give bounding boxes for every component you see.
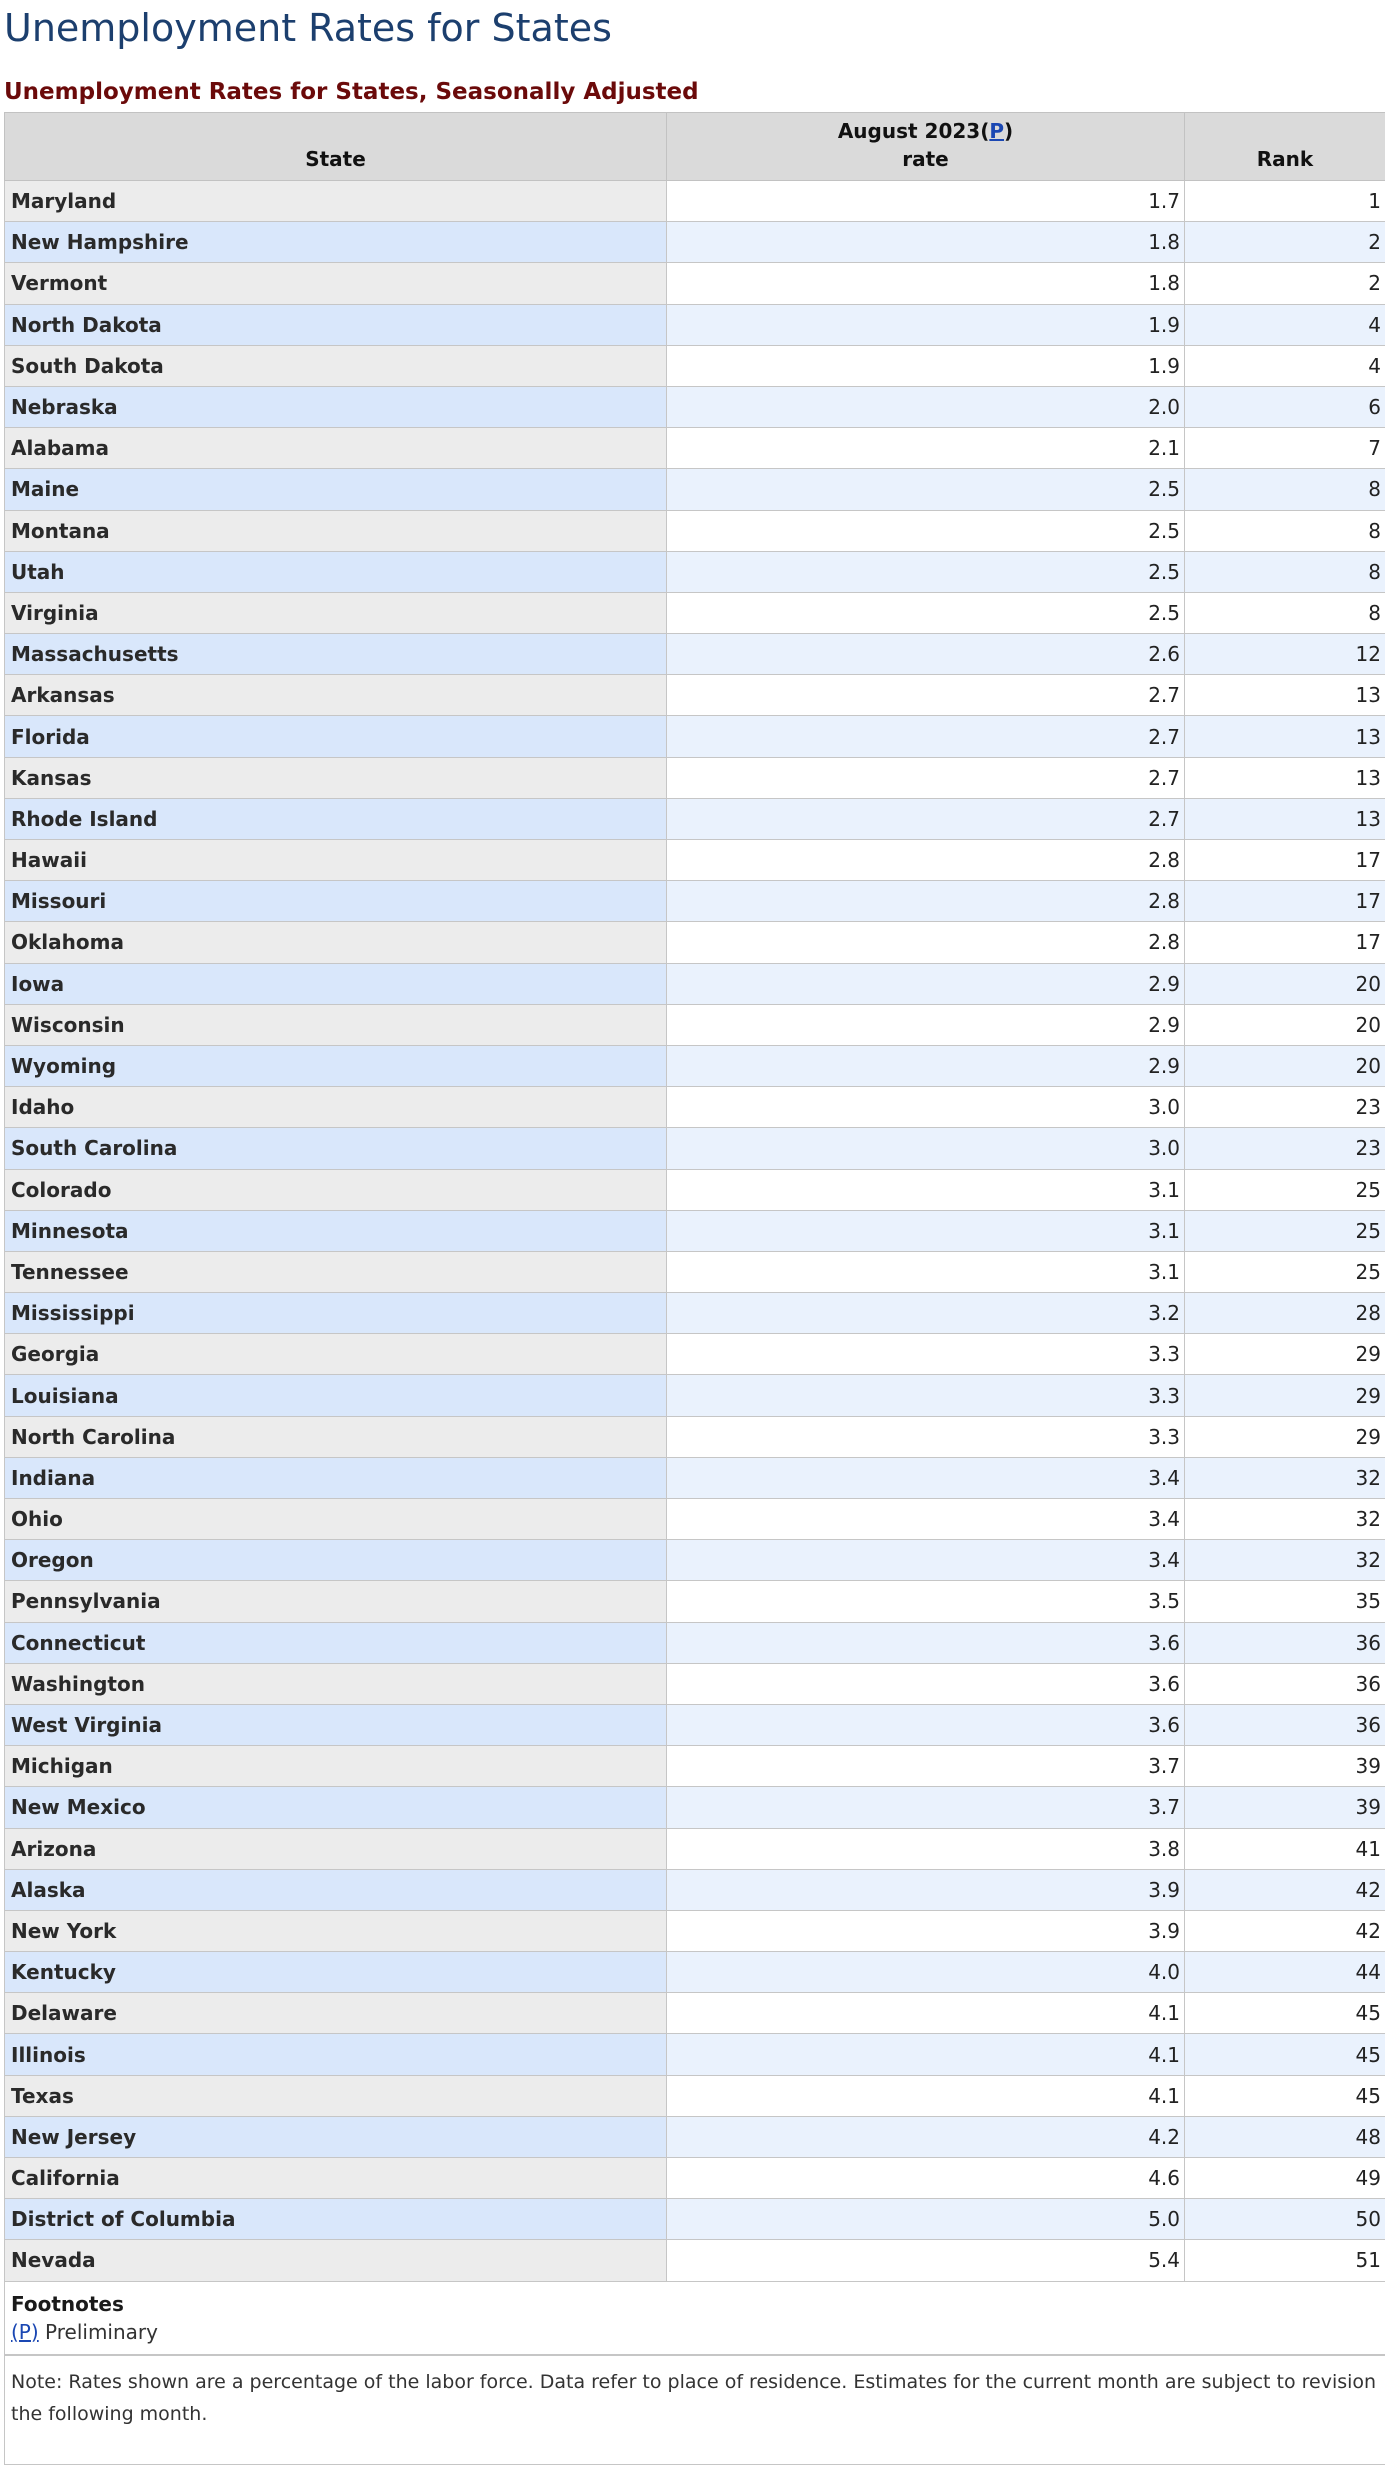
rate-cell: 2.7 — [667, 716, 1185, 757]
table-row — [5, 510, 1385, 551]
state-name-cell: Tennessee — [5, 1251, 667, 1292]
state-name-cell: Arizona — [5, 1828, 667, 1869]
table-row — [5, 1334, 1385, 1375]
footnote-marker-preliminary[interactable]: (P) — [11, 2319, 39, 2344]
state-name-cell: Florida — [5, 716, 667, 757]
rate-cell: 2.5 — [667, 551, 1185, 592]
rank-cell: 7 — [1185, 428, 1385, 469]
rank-cell: 29 — [1185, 1375, 1385, 1416]
table-row — [5, 881, 1385, 922]
state-name-cell: Texas — [5, 2075, 667, 2116]
table-row — [5, 263, 1385, 304]
state-name-cell: West Virginia — [5, 1704, 667, 1745]
state-name-cell: Maine — [5, 469, 667, 510]
rank-cell: 25 — [1185, 1210, 1385, 1251]
state-name-cell: Illinois — [5, 2034, 667, 2075]
rate-cell: 2.1 — [667, 428, 1185, 469]
state-name-cell: California — [5, 2158, 667, 2199]
rank-cell: 48 — [1185, 2116, 1385, 2157]
rank-cell: 1 — [1185, 181, 1385, 222]
header-rate — [667, 113, 1185, 181]
state-name-cell: Michigan — [5, 1746, 667, 1787]
rate-cell: 3.7 — [667, 1787, 1185, 1828]
table-row — [5, 1869, 1385, 1910]
rank-cell: 17 — [1185, 840, 1385, 881]
rate-cell: 3.1 — [667, 1251, 1185, 1292]
rate-cell: 2.8 — [667, 840, 1185, 881]
table-row — [5, 2075, 1385, 2116]
table-row — [5, 592, 1385, 633]
rank-cell: 36 — [1185, 1663, 1385, 1704]
table-row — [5, 1663, 1385, 1704]
rate-cell: 3.4 — [667, 1499, 1185, 1540]
state-name-cell: Maryland — [5, 181, 667, 222]
state-name-cell: Kentucky — [5, 1952, 667, 1993]
rate-cell: 2.5 — [667, 469, 1185, 510]
rank-cell: 13 — [1185, 757, 1385, 798]
rank-cell: 23 — [1185, 1087, 1385, 1128]
table-row — [5, 1993, 1385, 2034]
header-state-label: State — [305, 147, 366, 171]
table-row — [5, 469, 1385, 510]
rank-cell: 12 — [1185, 634, 1385, 675]
state-name-cell: District of Columbia — [5, 2199, 667, 2240]
rate-cell: 3.9 — [667, 1910, 1185, 1951]
note-text: Note: Rates shown are a percentage of the labor force. Data refer to place of residence. Estimates for the current month are subject to revision the following month. — [5, 2355, 1385, 2465]
state-name-cell: Missouri — [5, 881, 667, 922]
table-row — [5, 1704, 1385, 1745]
rate-cell: 3.6 — [667, 1663, 1185, 1704]
state-name-cell: Indiana — [5, 1457, 667, 1498]
rate-cell: 2.9 — [667, 1045, 1185, 1086]
header-flag-close: ) — [1004, 119, 1014, 143]
rank-cell: 25 — [1185, 1251, 1385, 1292]
table-row — [5, 1787, 1385, 1828]
rate-cell: 1.8 — [667, 222, 1185, 263]
table-row — [5, 1581, 1385, 1622]
footnote-text-preliminary: Preliminary — [38, 2319, 158, 2344]
table-row — [5, 2034, 1385, 2075]
header-row — [5, 113, 1385, 181]
footnotes-row — [5, 2281, 1385, 2355]
table-row — [5, 304, 1385, 345]
state-name-cell: Idaho — [5, 1087, 667, 1128]
page-title: Unemployment Rates for States — [4, 6, 612, 50]
rank-cell: 13 — [1185, 675, 1385, 716]
rank-cell: 2 — [1185, 222, 1385, 263]
state-name-cell: Delaware — [5, 1993, 667, 2034]
rate-cell: 2.8 — [667, 881, 1185, 922]
rank-cell: 36 — [1185, 1622, 1385, 1663]
rate-cell: 2.5 — [667, 510, 1185, 551]
state-name-cell: Montana — [5, 510, 667, 551]
table-row — [5, 1910, 1385, 1951]
table-row — [5, 634, 1385, 675]
rate-cell: 2.0 — [667, 386, 1185, 427]
rank-cell: 32 — [1185, 1499, 1385, 1540]
rank-cell: 6 — [1185, 386, 1385, 427]
table-row — [5, 716, 1385, 757]
header-flag-open: ( — [980, 119, 990, 143]
rank-cell: 4 — [1185, 304, 1385, 345]
table-row — [5, 1087, 1385, 1128]
rank-cell: 20 — [1185, 963, 1385, 1004]
rate-cell: 3.3 — [667, 1416, 1185, 1457]
state-name-cell: Arkansas — [5, 675, 667, 716]
table-row — [5, 1457, 1385, 1498]
table-row — [5, 2199, 1385, 2240]
note-row — [5, 2355, 1385, 2465]
header-state — [5, 113, 667, 181]
rate-cell: 3.2 — [667, 1293, 1185, 1334]
rank-cell: 23 — [1185, 1128, 1385, 1169]
rank-cell: 29 — [1185, 1334, 1385, 1375]
table-row — [5, 2240, 1385, 2281]
rate-cell: 3.1 — [667, 1169, 1185, 1210]
rank-cell: 45 — [1185, 2034, 1385, 2075]
rank-cell: 39 — [1185, 1746, 1385, 1787]
state-name-cell: South Dakota — [5, 345, 667, 386]
rate-cell: 3.0 — [667, 1128, 1185, 1169]
table-header — [5, 113, 1385, 181]
rate-cell: 2.6 — [667, 634, 1185, 675]
rank-cell: 32 — [1185, 1540, 1385, 1581]
table-row — [5, 1045, 1385, 1086]
table-row — [5, 2116, 1385, 2157]
table-row — [5, 1169, 1385, 1210]
rank-cell: 39 — [1185, 1787, 1385, 1828]
rate-cell: 5.0 — [667, 2199, 1185, 2240]
state-name-cell: New Mexico — [5, 1787, 667, 1828]
rank-cell: 45 — [1185, 1993, 1385, 2034]
rank-cell: 20 — [1185, 1004, 1385, 1045]
rate-cell: 4.1 — [667, 1993, 1185, 2034]
state-name-cell: Hawaii — [5, 840, 667, 881]
table-row — [5, 1499, 1385, 1540]
rank-cell: 17 — [1185, 922, 1385, 963]
header-rank — [1185, 113, 1385, 181]
state-name-cell: Nebraska — [5, 386, 667, 427]
rate-cell: 4.1 — [667, 2075, 1185, 2116]
rank-cell: 13 — [1185, 798, 1385, 839]
rate-cell: 3.0 — [667, 1087, 1185, 1128]
state-name-cell: North Dakota — [5, 304, 667, 345]
table-row — [5, 1004, 1385, 1045]
table-row — [5, 675, 1385, 716]
table-row — [5, 1210, 1385, 1251]
rate-cell: 2.5 — [667, 592, 1185, 633]
header-rate-label: rate — [902, 147, 949, 171]
rate-cell: 3.8 — [667, 1828, 1185, 1869]
state-name-cell: Minnesota — [5, 1210, 667, 1251]
rank-cell: 4 — [1185, 345, 1385, 386]
state-name-cell: Wyoming — [5, 1045, 667, 1086]
table-row — [5, 1293, 1385, 1334]
table-caption: Unemployment Rates for States, Seasonally Adjusted — [4, 79, 699, 105]
rate-cell: 4.6 — [667, 2158, 1185, 2199]
table-row — [5, 345, 1385, 386]
rank-cell: 17 — [1185, 881, 1385, 922]
table-row — [5, 798, 1385, 839]
table-row — [5, 1746, 1385, 1787]
rank-cell: 51 — [1185, 2240, 1385, 2281]
rate-cell: 2.9 — [667, 963, 1185, 1004]
table-row — [5, 428, 1385, 469]
rank-cell: 8 — [1185, 469, 1385, 510]
table-row — [5, 1128, 1385, 1169]
state-name-cell: Oregon — [5, 1540, 667, 1581]
table-row — [5, 757, 1385, 798]
state-name-cell: New Jersey — [5, 2116, 667, 2157]
state-name-cell: Virginia — [5, 592, 667, 633]
rate-cell: 5.4 — [667, 2240, 1185, 2281]
rate-cell: 1.9 — [667, 345, 1185, 386]
state-name-cell: New York — [5, 1910, 667, 1951]
table-row — [5, 1828, 1385, 1869]
rank-cell: 42 — [1185, 1869, 1385, 1910]
table-row — [5, 2158, 1385, 2199]
state-name-cell: Ohio — [5, 1499, 667, 1540]
state-name-cell: Massachusetts — [5, 634, 667, 675]
table-row — [5, 963, 1385, 1004]
rate-cell: 1.9 — [667, 304, 1185, 345]
footnotes-cell — [5, 2281, 1385, 2355]
rate-cell: 3.7 — [667, 1746, 1185, 1787]
header-rank-label: Rank — [1256, 147, 1314, 171]
rate-cell: 3.3 — [667, 1375, 1185, 1416]
rank-cell: 28 — [1185, 1293, 1385, 1334]
table-footer — [5, 2281, 1385, 2464]
table-row — [5, 1375, 1385, 1416]
rate-cell: 2.7 — [667, 675, 1185, 716]
table-row — [5, 1540, 1385, 1581]
rank-cell: 32 — [1185, 1457, 1385, 1498]
rate-cell: 3.1 — [667, 1210, 1185, 1251]
table-row — [5, 386, 1385, 427]
rate-cell: 2.9 — [667, 1004, 1185, 1045]
rank-cell: 45 — [1185, 2075, 1385, 2116]
table-row — [5, 922, 1385, 963]
rank-cell: 44 — [1185, 1952, 1385, 1993]
rank-cell: 49 — [1185, 2158, 1385, 2199]
rate-cell: 3.3 — [667, 1334, 1185, 1375]
rank-cell: 20 — [1185, 1045, 1385, 1086]
state-name-cell: Alabama — [5, 428, 667, 469]
state-name-cell: Oklahoma — [5, 922, 667, 963]
rank-cell: 42 — [1185, 1910, 1385, 1951]
unemployment-table — [4, 112, 1385, 2465]
header-period-label: August 2023 — [837, 119, 981, 143]
preliminary-footnote-link[interactable]: P — [989, 119, 1005, 143]
state-name-cell: Rhode Island — [5, 798, 667, 839]
rate-cell: 3.4 — [667, 1457, 1185, 1498]
rank-cell: 13 — [1185, 716, 1385, 757]
table-row — [5, 1251, 1385, 1292]
rank-cell: 2 — [1185, 263, 1385, 304]
state-name-cell: Louisiana — [5, 1375, 667, 1416]
state-name-cell: New Hampshire — [5, 222, 667, 263]
table-row — [5, 1416, 1385, 1457]
table-row — [5, 551, 1385, 592]
table-row — [5, 181, 1385, 222]
state-name-cell: Utah — [5, 551, 667, 592]
state-name-cell: Iowa — [5, 963, 667, 1004]
state-name-cell: Kansas — [5, 757, 667, 798]
state-name-cell: Wisconsin — [5, 1004, 667, 1045]
rate-cell: 3.6 — [667, 1622, 1185, 1663]
state-name-cell: Connecticut — [5, 1622, 667, 1663]
rate-cell: 3.6 — [667, 1704, 1185, 1745]
table-body — [5, 181, 1385, 2282]
state-name-cell: Mississippi — [5, 1293, 667, 1334]
state-name-cell: Washington — [5, 1663, 667, 1704]
rate-cell: 3.5 — [667, 1581, 1185, 1622]
rate-cell: 4.0 — [667, 1952, 1185, 1993]
state-name-cell: Alaska — [5, 1869, 667, 1910]
rank-cell: 8 — [1185, 592, 1385, 633]
rank-cell: 41 — [1185, 1828, 1385, 1869]
rank-cell: 36 — [1185, 1704, 1385, 1745]
state-name-cell: Colorado — [5, 1169, 667, 1210]
table-row — [5, 840, 1385, 881]
table-row — [5, 1622, 1385, 1663]
rate-cell: 2.7 — [667, 757, 1185, 798]
rank-cell: 25 — [1185, 1169, 1385, 1210]
rank-cell: 29 — [1185, 1416, 1385, 1457]
state-name-cell: Vermont — [5, 263, 667, 304]
rate-cell: 3.4 — [667, 1540, 1185, 1581]
rank-cell: 8 — [1185, 510, 1385, 551]
rank-cell: 8 — [1185, 551, 1385, 592]
state-name-cell: Nevada — [5, 2240, 667, 2281]
state-name-cell: South Carolina — [5, 1128, 667, 1169]
rank-cell: 50 — [1185, 2199, 1385, 2240]
rank-cell: 35 — [1185, 1581, 1385, 1622]
rate-cell: 3.9 — [667, 1869, 1185, 1910]
state-name-cell: Pennsylvania — [5, 1581, 667, 1622]
footnotes-heading: Footnotes — [11, 2291, 124, 2316]
rate-cell: 4.1 — [667, 2034, 1185, 2075]
table-row — [5, 222, 1385, 263]
rate-cell: 1.7 — [667, 181, 1185, 222]
state-name-cell: Georgia — [5, 1334, 667, 1375]
state-name-cell: North Carolina — [5, 1416, 667, 1457]
rate-cell: 1.8 — [667, 263, 1185, 304]
rate-cell: 2.8 — [667, 922, 1185, 963]
table-row — [5, 1952, 1385, 1993]
rate-cell: 2.7 — [667, 798, 1185, 839]
rate-cell: 4.2 — [667, 2116, 1185, 2157]
